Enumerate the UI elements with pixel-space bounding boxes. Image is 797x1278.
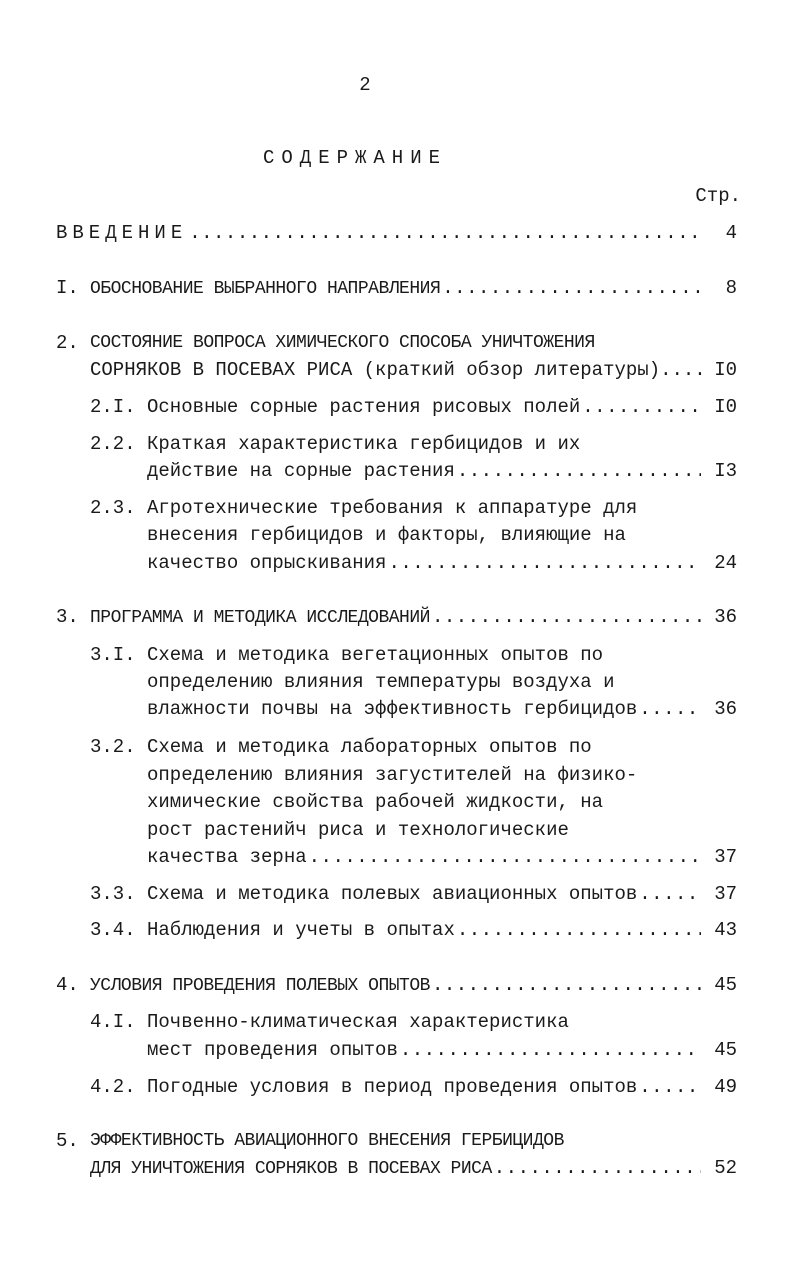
toc-entry-3-2-line2: определению влияния загустителей на физико- xyxy=(147,764,638,786)
leader-dots xyxy=(442,276,701,300)
leader-dots xyxy=(457,918,701,942)
leader-dots xyxy=(432,605,701,629)
toc-page-number: 43 xyxy=(714,919,737,941)
toc-entry-3-1-line1: Схема и методика вегетационных опытов по xyxy=(147,644,604,666)
toc-entry-3-2 xyxy=(147,845,737,869)
toc-page-number: I3 xyxy=(714,460,737,482)
toc-entry-2-2-line1: Краткая характеристика гербицидов и их xyxy=(147,433,581,455)
toc-entry-3-2-line3: химические свойства рабочей жидкости, на xyxy=(147,791,604,813)
toc-entry-text: Наблюдения и учеты в опытах xyxy=(147,919,455,941)
toc-entry-text: ДЛЯ УНИЧТОЖЕНИЯ СОРНЯКОВ В ПОСЕВАХ РИСА xyxy=(90,1159,492,1179)
toc-page-number: 36 xyxy=(714,606,737,628)
toc-page-number: 37 xyxy=(714,846,737,868)
toc-num-1: I. xyxy=(56,277,79,299)
toc-entry-text: качества зерна xyxy=(147,846,307,868)
toc-entry-intro xyxy=(56,221,737,245)
toc-page-number: 36 xyxy=(714,698,737,720)
toc-num-2-3: 2.3. xyxy=(90,497,136,519)
toc-entry-2-3 xyxy=(147,551,737,575)
toc-page-number: 8 xyxy=(725,277,737,299)
toc-entry-3-3 xyxy=(147,882,737,906)
page-number: 2 xyxy=(359,74,371,96)
toc-num-5: 5. xyxy=(56,1130,79,1152)
toc-page-number: I0 xyxy=(714,359,737,381)
toc-entry-text: ВВЕДЕНИЕ xyxy=(56,222,188,244)
toc-entry-text: СОРНЯКОВ В ПОСЕВАХ РИСА (краткий обзор литературы).... xyxy=(90,359,706,381)
leader-dots xyxy=(189,221,701,245)
leader-dots xyxy=(582,395,701,419)
toc-entry-2-2 xyxy=(147,459,737,483)
toc-entry-1 xyxy=(90,276,737,300)
toc-page-number: 45 xyxy=(714,974,737,996)
leader-dots xyxy=(388,551,701,575)
toc-num-3-2: 3.2. xyxy=(90,736,136,758)
toc-page-number: 45 xyxy=(714,1039,737,1061)
toc-page-number: 52 xyxy=(714,1157,737,1179)
toc-entry-4 xyxy=(90,973,737,997)
toc-entry-text: Погодные условия в период проведения опытов xyxy=(147,1076,638,1098)
toc-entry-2 xyxy=(90,358,737,382)
toc-num-2: 2. xyxy=(56,332,79,354)
page-column-header: Стр. xyxy=(695,185,741,207)
toc-num-4-2: 4.2. xyxy=(90,1076,136,1098)
toc-entry-text: ПРОГРАММА И МЕТОДИКА ИССЛЕДОВАНИЙ xyxy=(90,608,430,628)
toc-num-3: 3. xyxy=(56,606,79,628)
toc-entry-text: действие на сорные растения xyxy=(147,460,455,482)
toc-entry-4-2 xyxy=(147,1075,737,1099)
toc-entry-3-1-line2: определению влияния температуры воздуха и xyxy=(147,671,615,693)
toc-entry-text: УСЛОВИЯ ПРОВЕДЕНИЯ ПОЛЕВЫХ ОПЫТОВ xyxy=(90,976,430,996)
toc-entry-2-3-line1: Агротехнические требования к аппаратуре для xyxy=(147,497,638,519)
toc-num-4-1: 4.I. xyxy=(90,1011,136,1033)
toc-entry-text: мест проведения опытов xyxy=(147,1039,398,1061)
toc-num-2-2: 2.2. xyxy=(90,433,136,455)
toc-entry-text: Основные сорные растения рисовых полей xyxy=(147,396,581,418)
toc-entry-3-1 xyxy=(147,697,737,721)
toc-num-3-3: 3.3. xyxy=(90,883,136,905)
toc-page-number: 4 xyxy=(725,222,737,244)
toc-entry-text: влажности почвы на эффективность гербицидов xyxy=(147,698,638,720)
toc-entry-text: качество опрыскивания xyxy=(147,552,387,574)
toc-entry-5-line1: ЭФФЕКТИВНОСТЬ АВИАЦИОННОГО ВНЕСЕНИЯ ГЕРБИЦИДОВ xyxy=(90,1131,564,1151)
page-title: СОДЕРЖАНИЕ xyxy=(262,147,448,169)
toc-entry-3-4 xyxy=(147,918,737,942)
toc-entry-4-1 xyxy=(147,1038,737,1062)
leader-dots xyxy=(639,697,701,721)
toc-entry-5 xyxy=(90,1156,737,1180)
toc-page-number: 37 xyxy=(714,883,737,905)
leader-dots xyxy=(639,1075,701,1099)
toc-page-number: I0 xyxy=(714,396,737,418)
toc-entry-2-3-line2: внесения гербицидов и факторы, влияющие на xyxy=(147,524,626,546)
toc-entry-3 xyxy=(90,605,737,629)
leader-dots xyxy=(494,1156,701,1180)
toc-entry-2-1 xyxy=(147,395,737,419)
toc-entry-3-2-line4: рост растенийч риса и технологические xyxy=(147,819,569,841)
toc-entry-text: Схема и методика полевых авиационных опытов xyxy=(147,883,638,905)
toc-page-number: 49 xyxy=(714,1076,737,1098)
toc-entry-text: ОБОСНОВАНИЕ ВЫБРАННОГО НАПРАВЛЕНИЯ xyxy=(90,279,441,299)
toc-entry-3-2-line1: Схема и методика лабораторных опытов по xyxy=(147,736,592,758)
leader-dots xyxy=(309,845,701,869)
toc-entry-4-1-line1: Почвенно-климатическая характеристика xyxy=(147,1011,569,1033)
leader-dots xyxy=(400,1038,701,1062)
toc-num-4: 4. xyxy=(56,974,79,996)
toc-num-3-1: 3.I. xyxy=(90,644,136,666)
toc-page-number: 24 xyxy=(714,552,737,574)
toc-entry-2-line1: СОСТОЯНИЕ ВОПРОСА ХИМИЧЕСКОГО СПОСОБА УНИЧТОЖЕНИЯ xyxy=(90,333,595,353)
leader-dots xyxy=(639,882,701,906)
toc-num-3-4: 3.4. xyxy=(90,919,136,941)
leader-dots xyxy=(457,459,701,483)
toc-num-2-1: 2.I. xyxy=(90,396,136,418)
leader-dots xyxy=(432,973,701,997)
